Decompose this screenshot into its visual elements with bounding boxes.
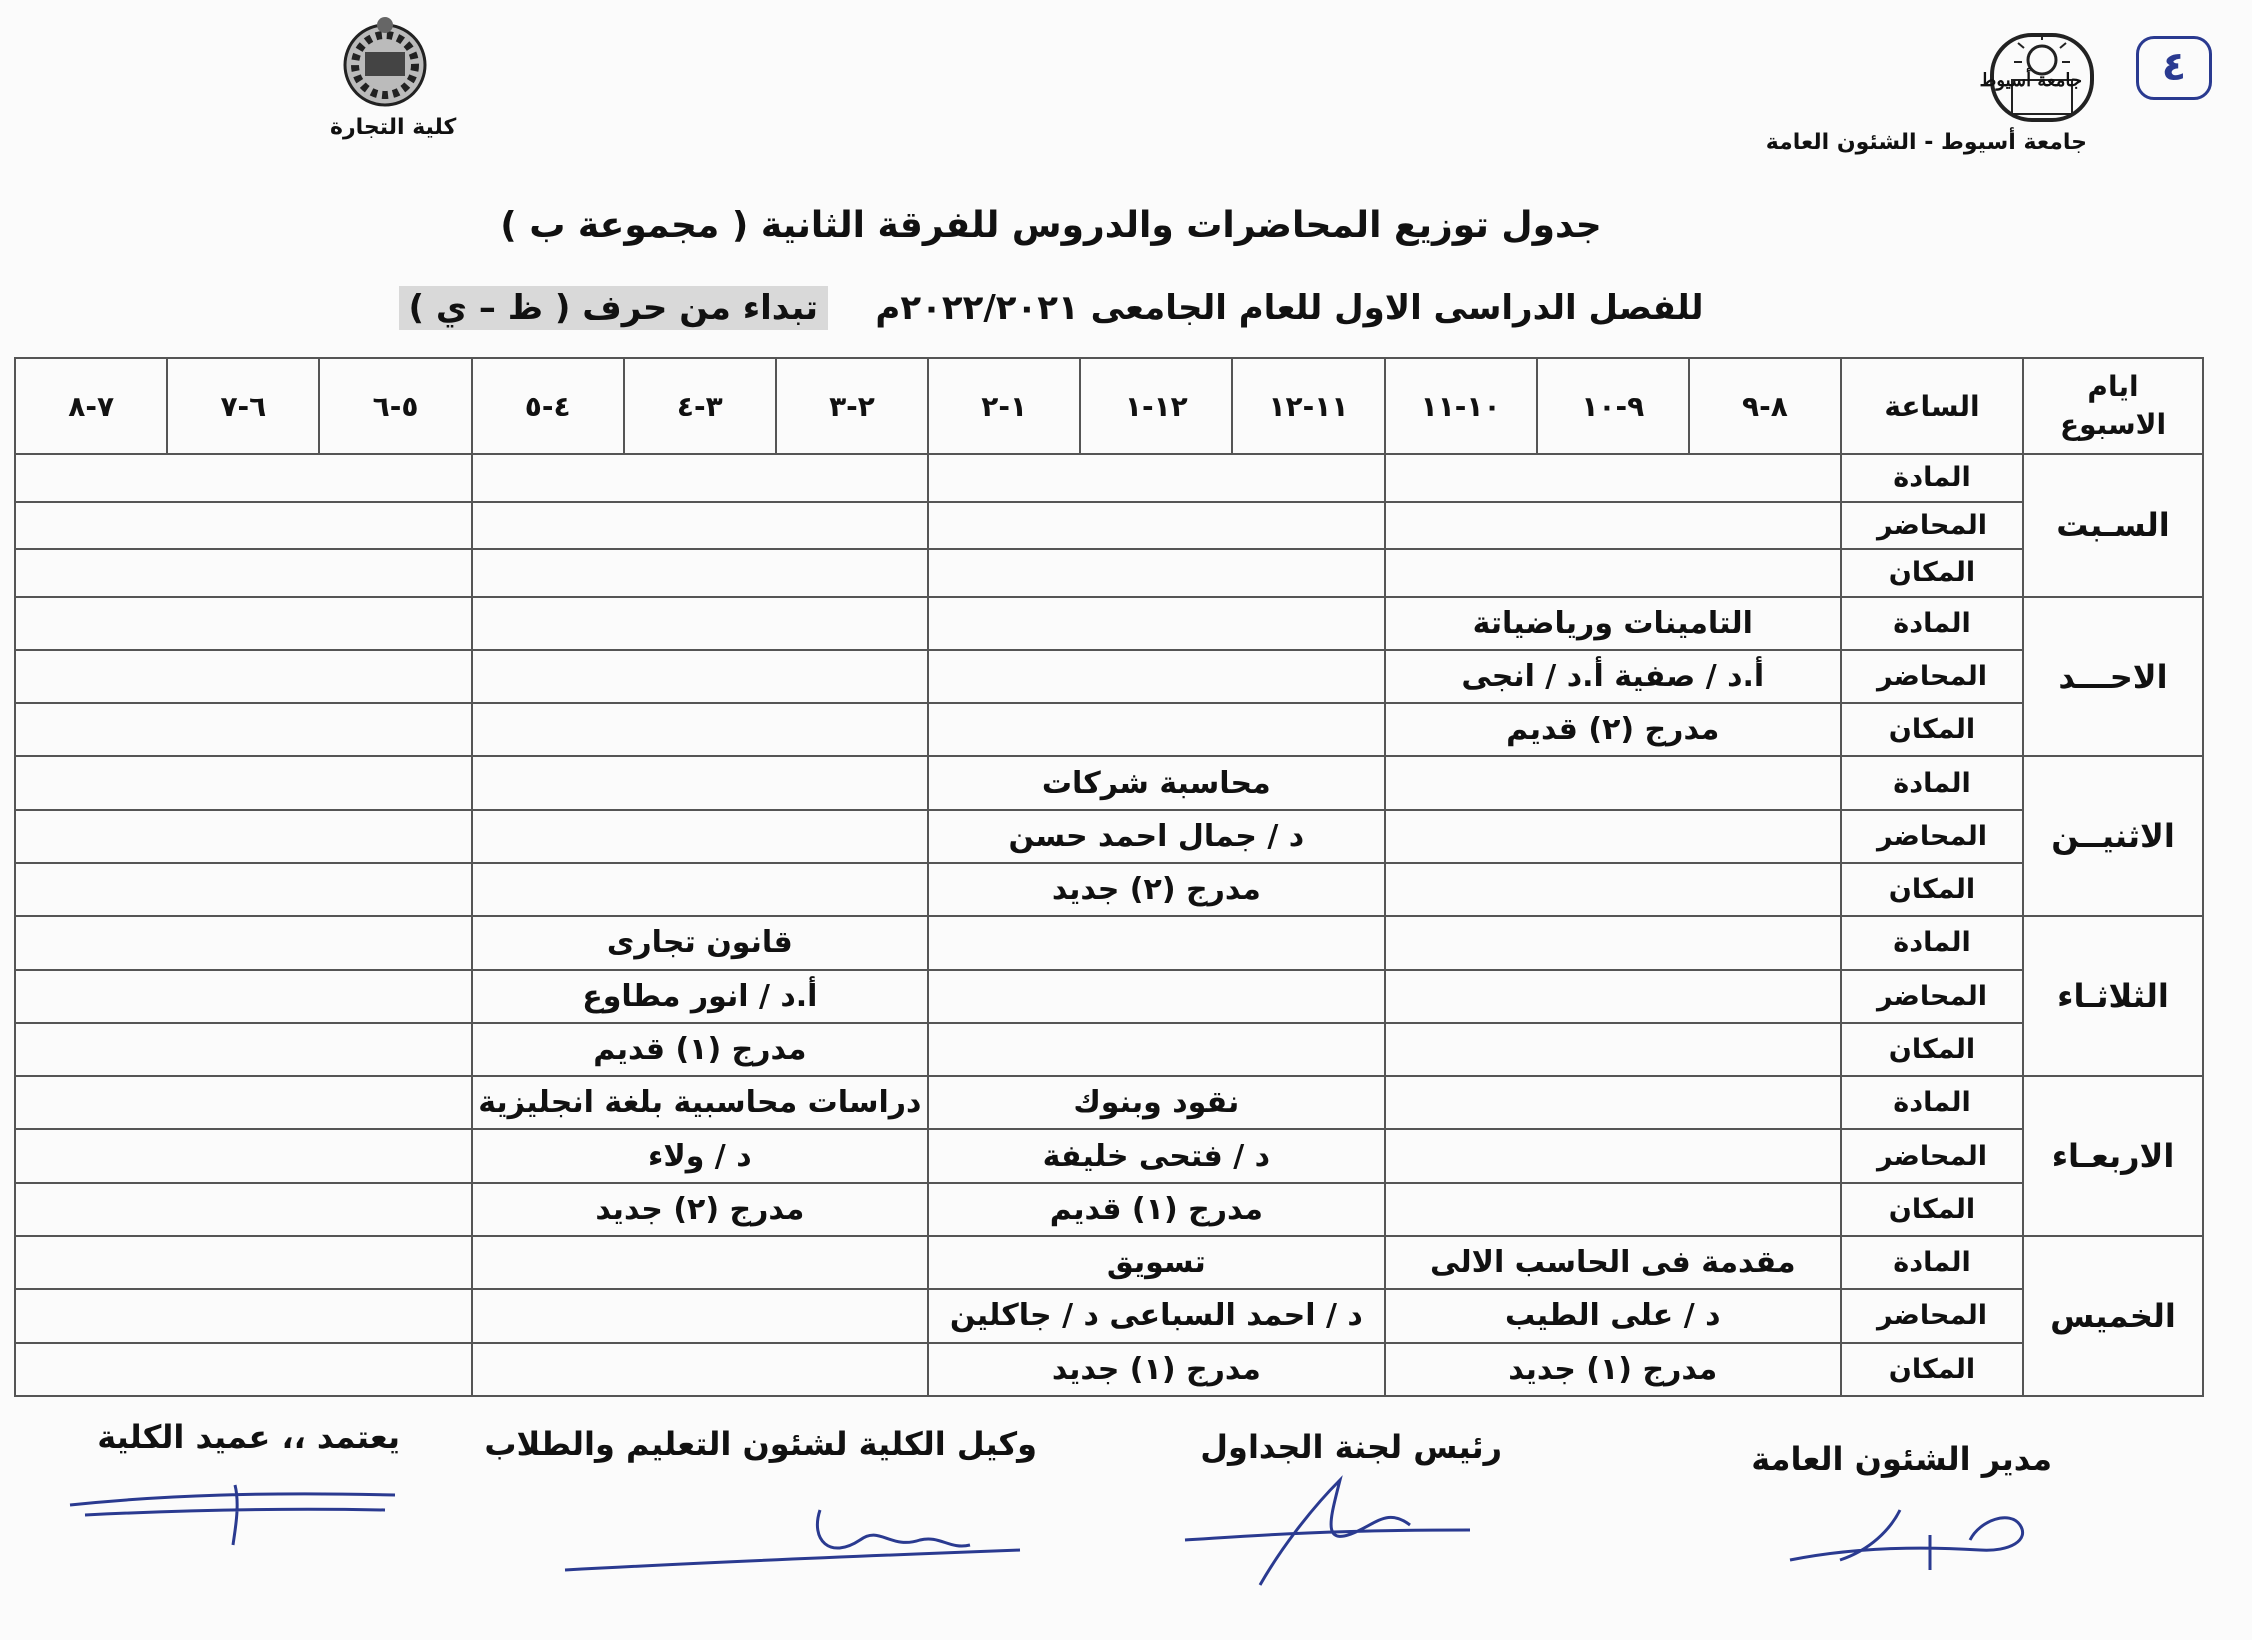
hour-column-header: الساعة <box>1841 358 2023 454</box>
row-label-place: المكان <box>1841 1023 2023 1076</box>
session-lecturer: د / ولاء <box>472 1129 928 1182</box>
time-slot: ١٢-١ <box>1080 358 1232 454</box>
table-row <box>15 916 2203 969</box>
session-subject: التامينات ورياضياتة <box>1385 597 1841 650</box>
session-lecturer: د / على الطيب <box>1385 1289 1841 1342</box>
faculty-logo <box>330 10 440 110</box>
session-lecturer: د / احمد السباعى د / جاكلين <box>928 1289 1384 1342</box>
subtitle-highlight: تبداء من حرف ( ظ – ي ) <box>399 286 829 330</box>
session-subject: دراسات محاسبية بلغة انجليزية <box>472 1076 928 1129</box>
table-header-row <box>15 358 2203 454</box>
sig-vice-dean: وكيل الكلية لشئون التعليم والطلاب <box>484 1425 1037 1463</box>
session-place: مدرج (١) قديم <box>928 1183 1384 1236</box>
table-row <box>15 1236 2203 1289</box>
table-row <box>15 650 2203 703</box>
page-number: ٤ <box>2136 36 2212 100</box>
row-label-lecturer: المحاضر <box>1841 650 2023 703</box>
day-sunday: الاحـــد <box>2023 597 2203 757</box>
table-row <box>15 454 2203 502</box>
table-row <box>15 1023 2203 1076</box>
sig-dean: يعتمد ،، عميد الكلية <box>97 1418 400 1456</box>
time-slot: ٧-٨ <box>15 358 167 454</box>
day-saturday: السـبت <box>2023 454 2203 597</box>
day-column-header: ايام الاسبوع <box>2023 358 2203 454</box>
sig-general-affairs-manager: مدير الشئون العامة <box>1751 1440 2052 1478</box>
row-label-lecturer: المحاضر <box>1841 1129 2023 1182</box>
table-row <box>15 810 2203 863</box>
session-place: مدرج (١) جديد <box>928 1343 1384 1396</box>
session-place: مدرج (٢) جديد <box>472 1183 928 1236</box>
table-row <box>15 756 2203 809</box>
time-slot: ٩-١٠ <box>1537 358 1689 454</box>
row-label-place: المكان <box>1841 1183 2023 1236</box>
sig-schedules-committee-head: رئيس لجنة الجداول <box>1200 1428 1502 1466</box>
session-lecturer: أ.د / صفية أ.د / انجى <box>1385 650 1841 703</box>
session-subject: نقود وبنوك <box>928 1076 1384 1129</box>
signature-scribble-vice-dean <box>560 1490 1030 1580</box>
day-monday: الاثنيــن <box>2023 756 2203 916</box>
table-row <box>15 597 2203 650</box>
subtitle-text: للفصل الدراسى الاول للعام الجامعى ٢٠٢٢/٢٠٢١م <box>875 288 1704 328</box>
table-row <box>15 549 2203 597</box>
row-label-place: المكان <box>1841 863 2023 916</box>
time-slot: ٤-٥ <box>472 358 624 454</box>
row-label-lecturer: المحاضر <box>1841 970 2023 1023</box>
schedule-table <box>14 357 2204 1397</box>
signature-scribble-committee <box>1180 1470 1480 1590</box>
row-label-subject: المادة <box>1841 1076 2023 1129</box>
session-subject: تسويق <box>928 1236 1384 1289</box>
time-slot: ٣-٤ <box>624 358 776 454</box>
session-subject: محاسبة شركات <box>928 756 1384 809</box>
session-place: مدرج (٢) جديد <box>928 863 1384 916</box>
time-slot: ١٠-١١ <box>1385 358 1537 454</box>
row-label-place: المكان <box>1841 549 2023 597</box>
table-row <box>15 502 2203 550</box>
time-slot: ٢-٣ <box>776 358 928 454</box>
day-wednesday: الاربعـاء <box>2023 1076 2203 1236</box>
row-label-place: المكان <box>1841 1343 2023 1396</box>
row-label-subject: المادة <box>1841 1236 2023 1289</box>
row-label-lecturer: المحاضر <box>1841 1289 2023 1342</box>
session-place: مدرج (١) قديم <box>472 1023 928 1076</box>
page-subtitle <box>0 288 2252 328</box>
session-subject: قانون تجارى <box>472 916 928 969</box>
signature-scribble-dean <box>65 1480 405 1550</box>
row-label-lecturer: المحاضر <box>1841 810 2023 863</box>
day-thursday: الخميس <box>2023 1236 2203 1396</box>
table-row <box>15 970 2203 1023</box>
session-lecturer: د / جمال احمد حسن <box>928 810 1384 863</box>
session-lecturer: أ.د / انور مطاوع <box>472 970 928 1023</box>
table-row <box>15 1129 2203 1182</box>
page-title: جدول توزيع المحاضرات والدروس للفرقة الثانية ( مجموعة ب ) <box>500 205 1602 246</box>
time-slot: ١١-١٢ <box>1232 358 1384 454</box>
row-label-subject: المادة <box>1841 454 2023 502</box>
row-label-subject: المادة <box>1841 756 2023 809</box>
table-row <box>15 1076 2203 1129</box>
row-label-subject: المادة <box>1841 916 2023 969</box>
university-name: جامعة أسيوط - الشئون العامة <box>1765 130 2087 155</box>
row-label-lecturer: المحاضر <box>1841 502 2023 550</box>
faculty-name: كلية التجارة <box>330 115 457 140</box>
table-row <box>15 863 2203 916</box>
table-row <box>15 1343 2203 1396</box>
session-place: مدرج (١) جديد <box>1385 1343 1841 1396</box>
table-row <box>15 703 2203 756</box>
session-place: مدرج (٢) قديم <box>1385 703 1841 756</box>
time-slot: ٨-٩ <box>1689 358 1841 454</box>
session-subject: مقدمة فى الحاسب الالى <box>1385 1236 1841 1289</box>
university-seal-text: جامعة أسيوط <box>1979 70 2082 91</box>
day-tuesday: الثلاثـاء <box>2023 916 2203 1076</box>
table-row <box>15 1289 2203 1342</box>
table-row <box>15 1183 2203 1236</box>
row-label-subject: المادة <box>1841 597 2023 650</box>
time-slot: ٥-٦ <box>319 358 471 454</box>
time-slot: ١-٢ <box>928 358 1080 454</box>
time-slot: ٦-٧ <box>167 358 319 454</box>
row-label-place: المكان <box>1841 703 2023 756</box>
signature-scribble-manager <box>1780 1490 2050 1580</box>
session-lecturer: د / فتحى خليفة <box>928 1129 1384 1182</box>
